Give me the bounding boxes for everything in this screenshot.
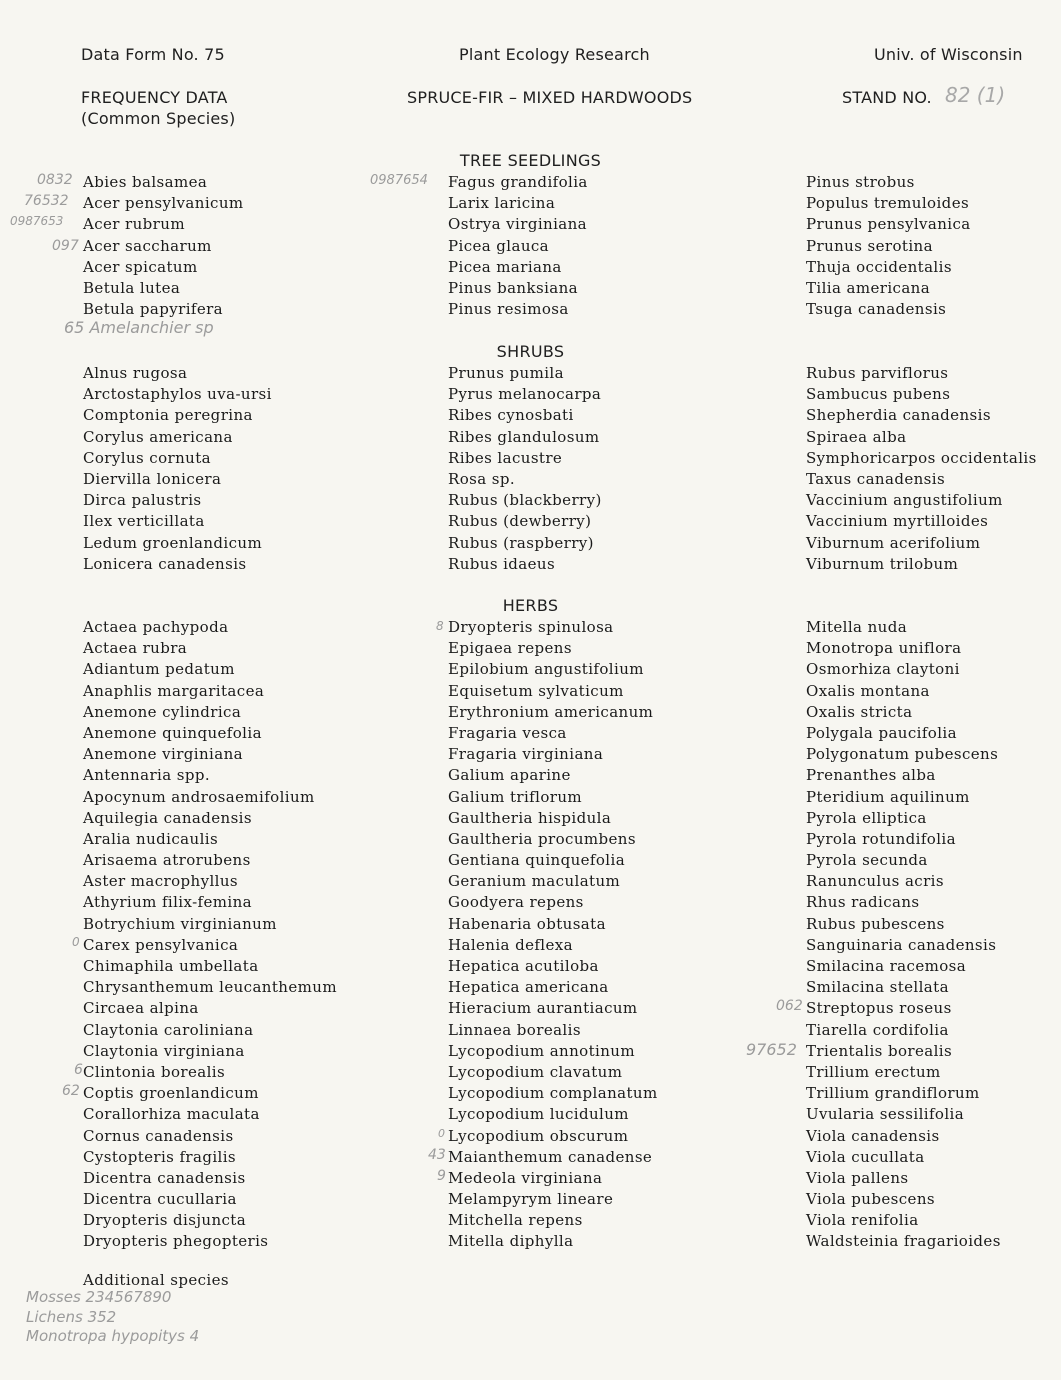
handwritten-coptis: 62 — [62, 1083, 80, 1099]
species-entry: Corylus americana — [83, 427, 233, 446]
species-entry: Ledum groenlandicum — [83, 533, 263, 552]
species-entry: Smilacina racemosa — [806, 957, 967, 975]
species-entry: Uvularia sessilifolia — [806, 1105, 965, 1124]
shrub-column-2 — [448, 363, 602, 575]
species-entry: Chrysanthemum leucanthemum — [83, 978, 337, 997]
species-entry: Fragaria vesca — [448, 723, 567, 742]
tree-column-3 — [806, 172, 971, 320]
species-entry: Pinus resimosa — [448, 300, 569, 319]
handwritten-mosses: Mosses 234567890 — [26, 1288, 172, 1306]
species-entry: Arctostaphylos uva-ursi — [83, 385, 272, 404]
species-entry: Pinus strobus — [806, 173, 915, 191]
species-entry: Antennaria spp. — [83, 766, 211, 785]
species-entry: Lycopodium complanatum — [448, 1084, 658, 1103]
species-entry: Dryopteris spinulosa — [448, 618, 614, 636]
handwritten-fagus: 0987654 — [370, 173, 428, 188]
handwritten-carex: 0 — [72, 935, 80, 949]
species-entry: Rubus (blackberry) — [448, 491, 602, 510]
species-entry: Viola pallens — [806, 1168, 909, 1187]
species-entry: Betula lutea — [83, 278, 181, 297]
species-entry: Acer rubrum — [83, 215, 185, 234]
species-entry: Lonicera canadensis — [83, 554, 247, 573]
species-entry: Taxus canadensis — [806, 469, 946, 488]
species-entry: Acer pensylvanicum — [83, 194, 244, 213]
species-entry: Dicentra canadensis — [83, 1168, 246, 1187]
herb-column-3 — [806, 617, 1001, 1253]
species-entry: Fagus grandifolia — [448, 173, 588, 191]
species-entry: Anaphlis margaritacea — [83, 681, 265, 700]
species-entry: Gaultheria hispidula — [448, 808, 612, 827]
frequency-title: FREQUENCY DATA — [81, 88, 228, 107]
university: Univ. of Wisconsin — [874, 45, 1023, 64]
species-entry: Picea mariana — [448, 257, 562, 276]
species-entry: Alnus rugosa — [83, 364, 188, 382]
species-entry: Mitella nuda — [806, 618, 908, 636]
species-entry: Epigaea repens — [448, 639, 572, 658]
species-entry: Symphoricarpos occidentalis — [806, 448, 1037, 467]
species-entry: Sanguinaria canadensis — [806, 935, 997, 954]
species-entry: Spiraea alba — [806, 427, 907, 446]
species-entry: Actaea pachypoda — [83, 618, 229, 636]
species-entry: Prunus serotina — [806, 236, 933, 255]
species-entry: Coptis groenlandicum — [83, 1084, 259, 1103]
forest-type-title: SPRUCE-FIR – MIXED HARDWOODS — [407, 88, 693, 107]
species-entry: Linnaea borealis — [448, 1020, 581, 1039]
species-entry: Epilobium angustifolium — [448, 660, 644, 679]
species-entry: Oxalis montana — [806, 681, 930, 700]
handwritten-lichens: Lichens 352 — [26, 1308, 117, 1326]
species-entry: Ribes cynosbati — [448, 406, 574, 425]
species-entry: Cornus canadensis — [83, 1126, 234, 1145]
species-entry: Rosa sp. — [448, 469, 516, 488]
species-entry: Prunus pumila — [448, 364, 564, 382]
species-entry: Waldsteinia fragarioides — [806, 1232, 1001, 1251]
species-entry: Sambucus pubens — [806, 385, 951, 404]
handwritten-abies: 0832 — [37, 172, 73, 188]
herb-column-2 — [448, 617, 658, 1253]
species-entry: Corallorhiza maculata — [83, 1105, 260, 1124]
species-entry: Galium triflorum — [448, 787, 583, 806]
species-entry: Adiantum pedatum — [83, 660, 235, 679]
species-entry: Chimaphila umbellata — [83, 957, 259, 975]
species-entry: Aster macrophyllus — [83, 872, 239, 891]
handwritten-amelanchier: 65 Amelanchier sp — [64, 318, 214, 337]
shrubs-title: SHRUBS — [496, 342, 565, 361]
tree-seedlings-title: TREE SEEDLINGS — [459, 151, 602, 170]
species-entry: Trillium erectum — [806, 1062, 941, 1081]
species-entry: Fragaria virginiana — [448, 745, 604, 764]
species-entry: Claytonia caroliniana — [83, 1020, 254, 1039]
species-entry: Thuja occidentalis — [806, 257, 952, 276]
species-entry: Clintonia borealis — [83, 1062, 226, 1081]
species-entry: Monotropa uniflora — [806, 639, 962, 658]
handwritten-acer-pensylvanicum: 76532 — [24, 193, 69, 209]
species-entry: Maianthemum canadense — [448, 1147, 653, 1166]
species-entry: Gaultheria procumbens — [448, 829, 636, 848]
species-entry: Viola cucullata — [806, 1147, 925, 1166]
handwritten-streptopus: 062 — [776, 998, 803, 1014]
handwritten-medeola: 9 — [437, 1168, 446, 1184]
species-entry: Arisaema atrorubens — [83, 851, 251, 870]
species-entry: Diervilla lonicera — [83, 469, 222, 488]
species-entry: Ilex verticillata — [83, 512, 205, 531]
herb-column-1 — [83, 617, 337, 1253]
species-entry: Larix laricina — [448, 194, 556, 213]
species-entry: Viola pubescens — [806, 1190, 935, 1209]
handwritten-dryopteris: 8 — [436, 619, 444, 633]
species-entry: Lycopodium obscurum — [448, 1126, 629, 1145]
species-entry: Rubus (raspberry) — [448, 533, 594, 552]
species-entry: Viburnum trilobum — [806, 554, 959, 573]
species-entry: Carex pensylvanica — [83, 935, 239, 954]
organization: Plant Ecology Research — [459, 45, 650, 64]
species-entry: Rhus radicans — [806, 893, 920, 912]
species-entry: Populus tremuloides — [806, 194, 970, 213]
species-entry: Ribes lacustre — [448, 448, 563, 467]
frequency-subtitle: (Common Species) — [81, 109, 236, 128]
species-entry: Claytonia virginiana — [83, 1041, 245, 1060]
species-entry: Smilacina stellata — [806, 978, 949, 997]
species-entry: Actaea rubra — [83, 639, 188, 658]
species-entry: Trillium grandiflorum — [806, 1084, 980, 1103]
species-entry: Halenia deflexa — [448, 935, 573, 954]
species-entry: Trientalis borealis — [806, 1041, 953, 1060]
species-entry: Polygala paucifolia — [806, 723, 957, 742]
species-entry: Habenaria obtusata — [448, 914, 606, 933]
species-entry: Prenanthes alba — [806, 766, 936, 785]
species-entry: Equisetum sylvaticum — [448, 681, 624, 700]
species-entry: Polygonatum pubescens — [806, 745, 999, 764]
herbs-title: HERBS — [502, 596, 559, 615]
species-entry: Picea glauca — [448, 236, 550, 255]
tree-column-1 — [83, 172, 244, 320]
species-entry: Anemone virginiana — [83, 745, 243, 764]
species-entry: Athyrium filix-femina — [83, 893, 253, 912]
species-entry: Aquilegia canadensis — [83, 808, 252, 827]
species-entry: Betula papyrifera — [83, 300, 224, 319]
species-entry: Vaccinium myrtilloides — [806, 512, 989, 531]
species-entry: Viola renifolia — [806, 1211, 919, 1230]
species-entry: Pyrola rotundifolia — [806, 829, 956, 848]
stand-label: STAND NO. — [842, 88, 932, 107]
shrub-column-1 — [83, 363, 272, 575]
species-entry: Acer saccharum — [83, 236, 212, 255]
species-entry: Medeola virginiana — [448, 1168, 603, 1187]
species-entry: Tilia americana — [806, 278, 931, 297]
species-entry: Hieracium aurantiacum — [448, 999, 638, 1018]
form-number: Data Form No. 75 — [81, 45, 225, 64]
handwritten-trientalis: 97652 — [746, 1040, 797, 1059]
species-entry: Pteridium aquilinum — [806, 787, 970, 806]
species-entry: Rubus idaeus — [448, 554, 556, 573]
species-entry: Melampyrym lineare — [448, 1190, 614, 1209]
species-entry: Pyrola secunda — [806, 851, 928, 870]
species-entry: Dryopteris phegopteris — [83, 1232, 269, 1251]
handwritten-monotropa: Monotropa hypopitys 4 — [26, 1327, 200, 1345]
stand-number-handwritten: 82 (1) — [945, 83, 1006, 107]
species-entry: Hepatica acutiloba — [448, 957, 599, 975]
species-entry: Dicentra cucullaria — [83, 1190, 237, 1209]
species-entry: Botrychium virginianum — [83, 914, 277, 933]
species-entry: Tiarella cordifolia — [806, 1020, 949, 1039]
species-entry: Acer spicatum — [83, 257, 198, 276]
species-entry: Mitchella repens — [448, 1211, 583, 1230]
species-entry: Comptonia peregrina — [83, 406, 253, 425]
species-entry: Ostrya virginiana — [448, 215, 588, 234]
species-entry: Corylus cornuta — [83, 448, 211, 467]
species-entry: Rubus pubescens — [806, 914, 945, 933]
handwritten-lycopodium-obscurum: 0 — [438, 1127, 445, 1140]
species-entry: Circaea alpina — [83, 999, 199, 1018]
shrub-column-3 — [806, 363, 1037, 575]
species-entry: Lycopodium lucidulum — [448, 1105, 629, 1124]
species-entry: Vaccinium angustifolium — [806, 491, 1003, 510]
species-entry: Shepherdia canadensis — [806, 406, 991, 425]
species-entry: Lycopodium clavatum — [448, 1062, 623, 1081]
species-entry: Oxalis stricta — [806, 702, 913, 721]
handwritten-acer-saccharum: 097 — [52, 238, 79, 254]
species-entry: Aralia nudicaulis — [83, 829, 219, 848]
species-entry: Abies balsamea — [83, 173, 208, 191]
species-entry: Dirca palustris — [83, 491, 202, 510]
handwritten-maianthemum: 43 — [428, 1147, 446, 1163]
species-entry: Goodyera repens — [448, 893, 584, 912]
species-entry: Tsuga canadensis — [806, 300, 947, 319]
species-entry: Rubus parviflorus — [806, 364, 949, 382]
species-entry: Apocynum androsaemifolium — [83, 787, 315, 806]
species-entry: Streptopus roseus — [806, 999, 952, 1018]
species-entry: Rubus (dewberry) — [448, 512, 592, 531]
species-entry: Anemone cylindrica — [83, 702, 242, 721]
tree-column-2 — [448, 172, 588, 320]
species-entry: Ribes glandulosum — [448, 427, 600, 446]
species-entry: Osmorhiza claytoni — [806, 660, 960, 679]
species-entry: Galium aparine — [448, 766, 571, 785]
species-entry: Lycopodium annotinum — [448, 1041, 635, 1060]
species-entry: Hepatica americana — [448, 978, 609, 997]
species-entry: Gentiana quinquefolia — [448, 851, 626, 870]
species-entry: Erythronium americanum — [448, 702, 654, 721]
handwritten-acer-rubrum: 0987653 — [10, 214, 64, 228]
handwritten-clintonia: 6 — [74, 1062, 83, 1078]
additional-species-label: Additional species — [83, 1271, 230, 1289]
species-entry: Cystopteris fragilis — [83, 1147, 237, 1166]
species-entry: Prunus pensylvanica — [806, 215, 971, 234]
species-entry: Pyrola elliptica — [806, 808, 927, 827]
species-entry: Ranunculus acris — [806, 872, 944, 891]
species-entry: Viburnum acerifolium — [806, 533, 981, 552]
species-entry: Pinus banksiana — [448, 278, 579, 297]
species-entry: Anemone quinquefolia — [83, 723, 262, 742]
species-entry: Geranium maculatum — [448, 872, 621, 891]
species-entry: Dryopteris disjuncta — [83, 1211, 247, 1230]
species-entry: Viola canadensis — [806, 1126, 940, 1145]
species-entry: Mitella diphylla — [448, 1232, 574, 1251]
species-entry: Pyrus melanocarpa — [448, 385, 602, 404]
